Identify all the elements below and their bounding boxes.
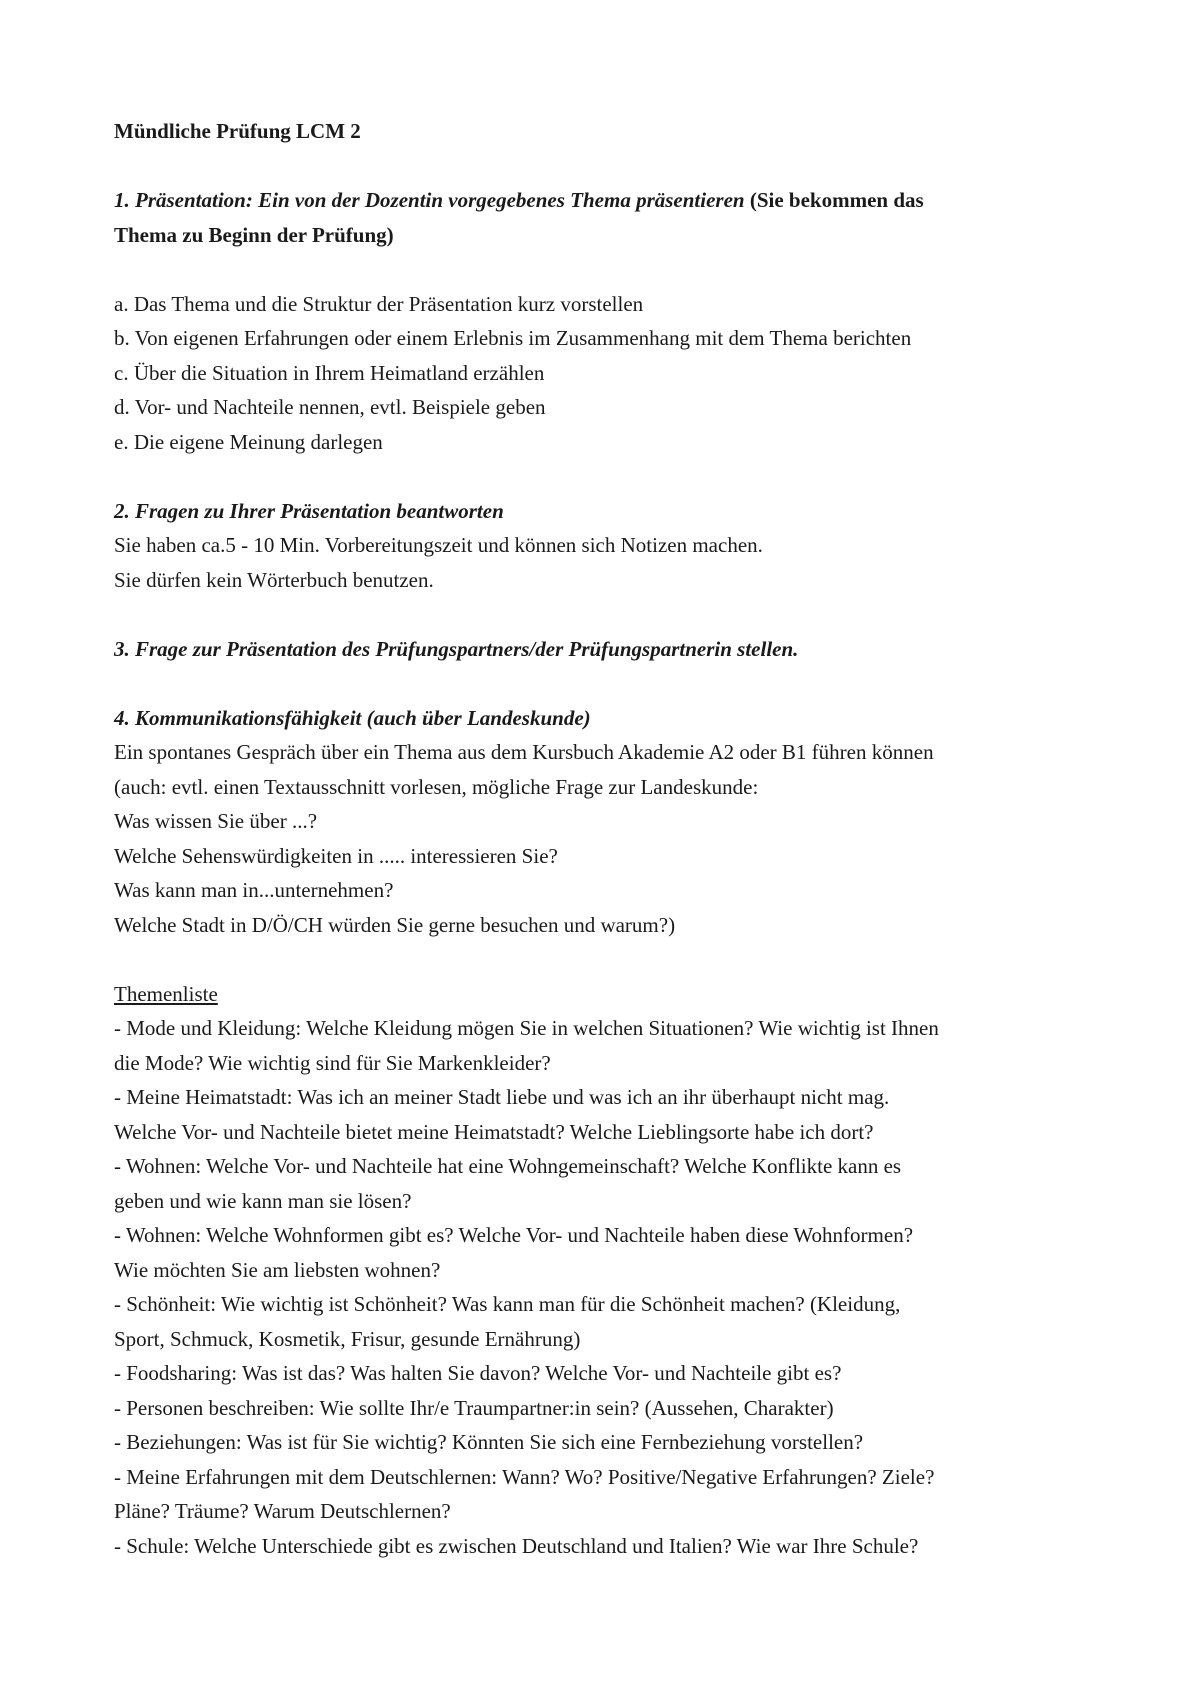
spacer [114, 252, 1120, 287]
themenliste-line: - Schönheit: Wie wichtig ist Schönheit? Was kann man für die Schönheit machen? (Kleidung, [114, 1292, 901, 1316]
themenliste-line: - Schule: Welche Unterschiede gibt es zwischen Deutschland und Italien? Wie war Ihre Schule? [114, 1533, 919, 1558]
section-2-line: Sie dürfen kein Wörterbuch benutzen. [114, 567, 434, 592]
document-title: Mündliche Prüfung LCM 2 [114, 119, 361, 143]
themenliste-line: - Wohnen: Welche Vor- und Nachteile hat eine Wohngemeinschaft? Welche Konflikte kann es [114, 1154, 902, 1178]
themenliste-line: geben und wie kann man sie lösen? [114, 1188, 412, 1213]
spacer [114, 149, 1120, 184]
section-1-heading-continued: Thema zu Beginn der Prüfung) [114, 222, 394, 247]
spacer [114, 942, 1120, 977]
themenliste-line: Wie möchten Sie am liebsten wohnen? [114, 1257, 441, 1282]
section-2-line: Sie haben ca.5 - 10 Min. Vorbereitungszeit und können sich Notizen machen. [114, 533, 763, 557]
section-2-heading: 2. Fragen zu Ihrer Präsentation beantworten [114, 498, 504, 523]
spacer [114, 459, 1120, 494]
section-4-line: (auch: evtl. einen Textausschnitt vorlesen, mögliche Frage zur Landeskunde: [114, 774, 759, 799]
section-4-line: Ein spontanes Gespräch über ein Thema aus dem Kursbuch Akademie A2 oder B1 führen können [114, 740, 934, 764]
section-3-heading: 3. Frage zur Präsentation des Prüfungspartners/der Prüfungspartnerin stellen. [114, 636, 799, 661]
section-4-line: Welche Sehenswürdigkeiten in ..... interessieren Sie? [114, 843, 558, 868]
themenliste-line: - Mode und Kleidung: Welche Kleidung mögen Sie in welchen Situationen? Wie wichtig ist Ihnen [114, 1016, 939, 1040]
themenliste-line: Welche Vor- und Nachteile bietet meine Heimatstadt? Welche Lieblingsorte habe ich dort? [114, 1119, 874, 1144]
themenliste-line: - Wohnen: Welche Wohnformen gibt es? Welche Vor- und Nachteile haben diese Wohnformen? [114, 1223, 914, 1247]
section-1-item-b: b. Von eigenen Erfahrungen oder einem Erlebnis im Zusammenhang mit dem Thema berichten [114, 326, 912, 350]
themenliste-line: - Meine Erfahrungen mit dem Deutschlernen: Wann? Wo? Positive/Negative Erfahrungen? Ziele? [114, 1464, 935, 1489]
section-1-item-e: e. Die eigene Meinung darlegen [114, 429, 383, 454]
section-1-heading [114, 183, 1120, 218]
section-1-heading-italic: 1. Präsentation: Ein von der Dozentin vorgegebenes Thema präsentieren [114, 188, 745, 212]
section-1-item-c: c. Über die Situation in Ihrem Heimatland erzählen [114, 360, 545, 385]
spacer [114, 597, 1120, 632]
themenliste-line: die Mode? Wie wichtig sind für Sie Markenkleider? [114, 1050, 551, 1075]
themenliste-line: - Personen beschreiben: Wie sollte Ihr/e Traumpartner:in sein? (Aussehen, Charakter) [114, 1395, 834, 1420]
section-1-heading-note: (Sie bekommen das [744, 188, 924, 212]
themenliste-line: - Beziehungen: Was ist für Sie wichtig? Könnten Sie sich eine Fernbeziehung vorstellen? [114, 1430, 864, 1454]
spacer [114, 666, 1120, 701]
section-4-line: Was wissen Sie über ...? [114, 809, 318, 833]
section-1-item-a: a. Das Thema und die Struktur der Präsentation kurz vorstellen [114, 291, 644, 316]
themenliste-heading: Themenliste [114, 981, 218, 1006]
themenliste-line: Sport, Schmuck, Kosmetik, Frisur, gesunde Ernährung) [114, 1326, 581, 1351]
themenliste-line: Pläne? Träume? Warum Deutschlernen? [114, 1499, 451, 1523]
section-4-heading: 4. Kommunikationsfähigkeit (auch über Landeskunde) [114, 705, 591, 730]
themenliste-line: - Foodsharing: Was ist das? Was halten Sie davon? Welche Vor- und Nachteile gibt es? [114, 1361, 842, 1385]
section-1-item-d: d. Vor- und Nachteile nennen, evtl. Beispiele geben [114, 395, 546, 419]
section-4-line: Welche Stadt in D/Ö/CH würden Sie gerne besuchen und warum?) [114, 912, 676, 937]
section-4-line: Was kann man in...unternehmen? [114, 878, 394, 902]
themenliste-line: - Meine Heimatstadt: Was ich an meiner Stadt liebe und was ich an ihr überhaupt nicht mag. [114, 1085, 890, 1109]
